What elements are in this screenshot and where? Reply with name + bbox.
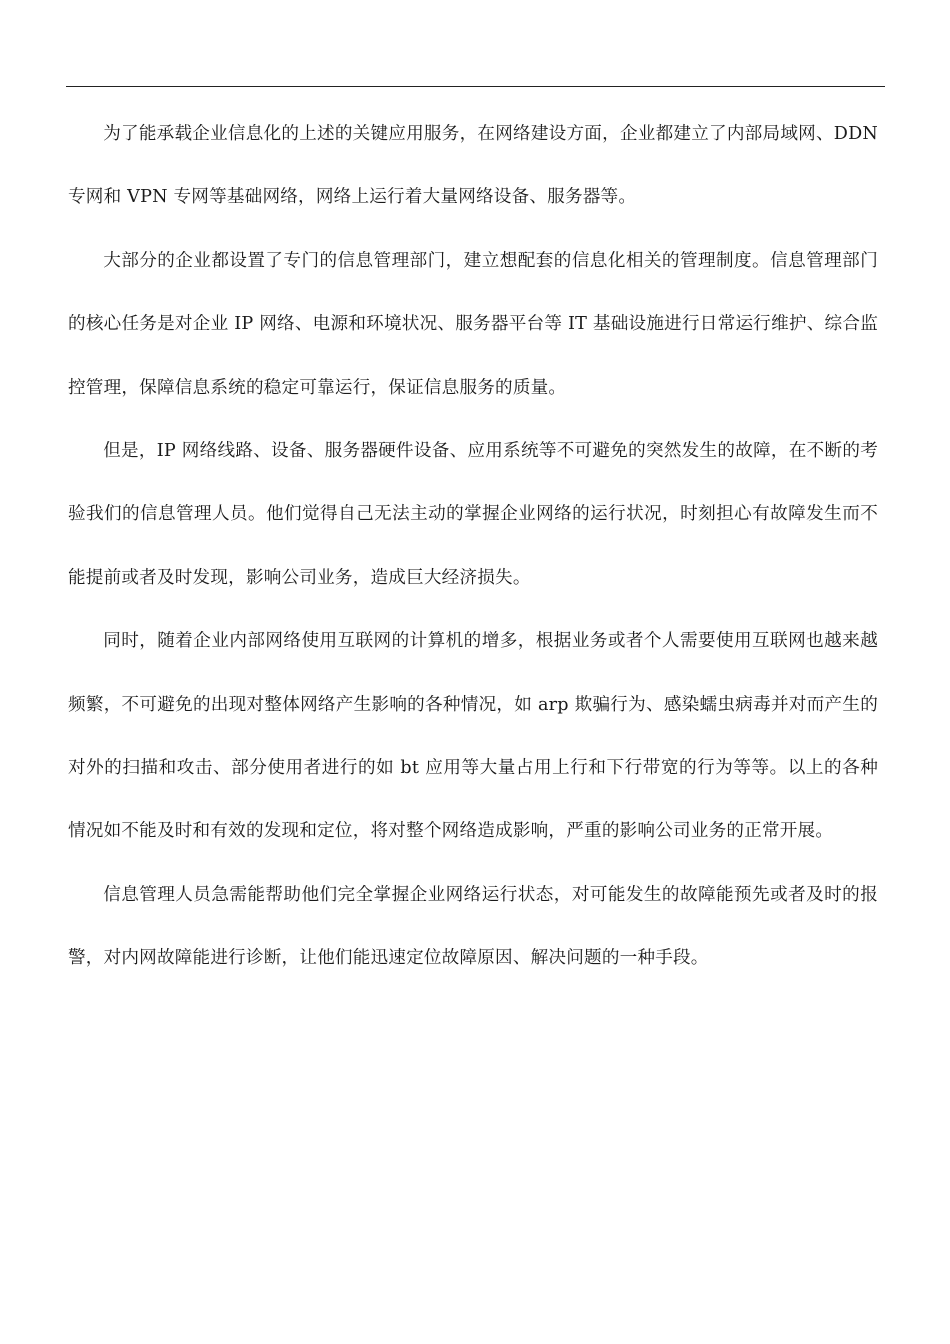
paragraph: 大部分的企业都设置了专门的信息管理部门，建立想配套的信息化相关的管理制度。信息管理部门的核心任务是对企业 IP 网络、电源和环境状况、服务器平台等 IT 基础设施进行日常运行维护、综合监控管理，保障信息系统的稳定可靠运行，保证信息服务的质量。 bbox=[68, 250, 878, 398]
paragraph: 同时，随着企业内部网络使用互联网的计算机的增多，根据业务或者个人需要使用互联网也越来越频繁，不可避免的出现对整体网络产生影响的各种情况，如 arp 欺骗行为、感染蠕虫病毒并对而产生的对外的扫描和攻击、部分使用者进行的如 bt 应用等大量占用上行和下行带宽的行为等等。以上的各种情况如不能及时和有效的发现和定位，将对整个网络造成影响，严重的影响公司业务的正常开展。 bbox=[68, 631, 878, 842]
paragraph: 为了能承载企业信息化的上述的关键应用服务，在网络建设方面，企业都建立了内部局域网、DDN 专网和 VPN 专网等基础网络，网络上运行着大量网络设备、服务器等。 bbox=[68, 124, 878, 208]
header-rule bbox=[66, 86, 885, 87]
document-body bbox=[68, 103, 878, 991]
paragraph: 信息管理人员急需能帮助他们完全掌握企业网络运行状态，对可能发生的故障能预先或者及时的报警，对内网故障能进行诊断，让他们能迅速定位故障原因、解决问题的一种手段。 bbox=[68, 884, 878, 969]
paragraph: 但是，IP 网络线路、设备、服务器硬件设备、应用系统等不可避免的突然发生的故障，在不断的考验我们的信息管理人员。他们觉得自己无法主动的掌握企业网络的运行状况，时刻担心有故障发生而不能提前或者及时发现，影响公司业务，造成巨大经济损失。 bbox=[68, 441, 878, 588]
